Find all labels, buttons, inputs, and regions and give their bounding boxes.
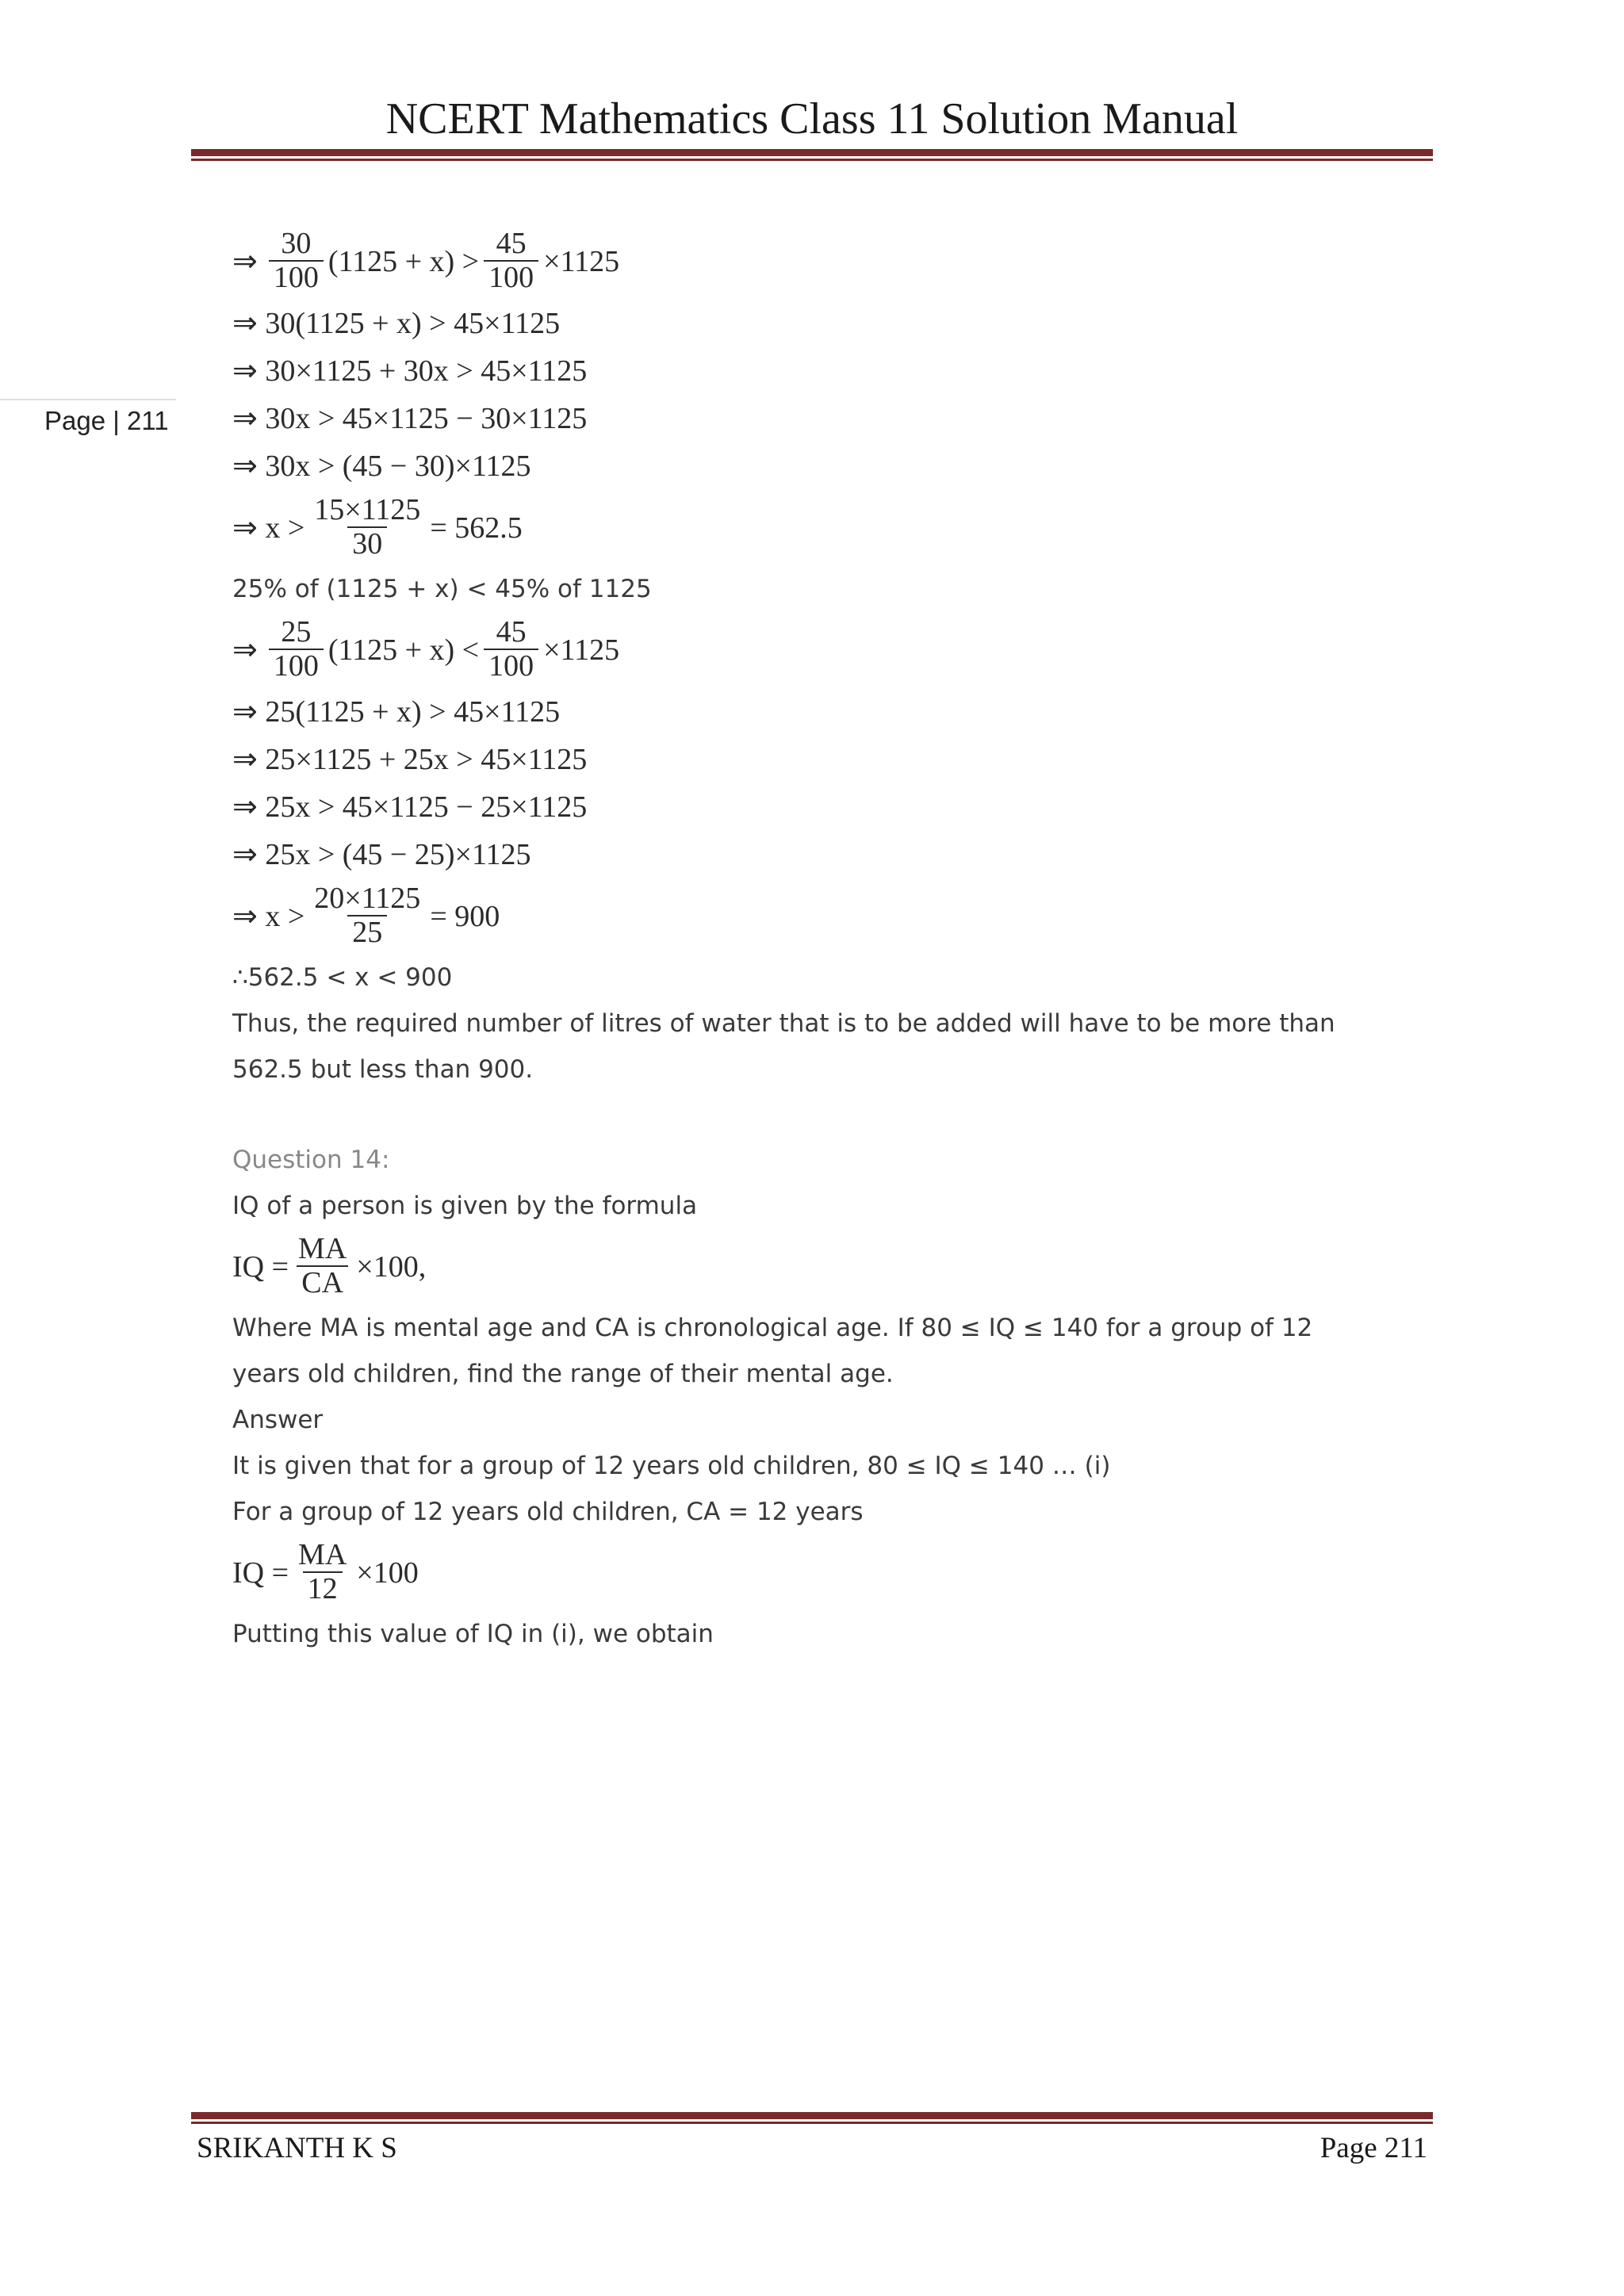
question-intro: IQ of a person is given by the formula xyxy=(232,1192,698,1220)
equation-line: ⇒ 30x > 45×1125 − 30×1125 xyxy=(232,402,588,435)
question-description-2: years old children, find the range of their mental age. xyxy=(232,1360,894,1388)
iq-formula: IQ = $\frac{MA}{CA}$ ×100, xyxy=(232,1232,427,1300)
footer-page-number: Page 211 xyxy=(1320,2132,1427,2164)
page-header-title: NCERT Mathematics Class 11 Solution Manual xyxy=(385,94,1239,144)
question-heading: Question 14: xyxy=(232,1146,390,1174)
fraction: $\frac{15\times 1125}{30}$ xyxy=(314,493,421,561)
equation-line: ⇒ $\frac{30}{100}$ (1125 + x) > $\frac{45}{100}$ ×1125 xyxy=(232,227,620,295)
equation-line: ⇒ 25(1125 + x) > 45×1125 xyxy=(232,695,561,729)
conclusion-line-1: Thus, the required number of litres of water that is to be added will have to be more than xyxy=(232,1009,1335,1038)
conclusion-line-2: 562.5 but less than 900. xyxy=(232,1055,534,1084)
iq-formula-2: IQ = $\frac{MA}{12}$ ×100 xyxy=(232,1538,419,1606)
fraction: $\frac{20\times 1125}{25}$ xyxy=(314,882,421,950)
answer-ca: For a group of 12 years old children, CA = 12 years xyxy=(232,1498,864,1526)
answer-putting: Putting this value of IQ in (i), we obtain xyxy=(232,1620,714,1648)
equation-line: ⇒ 30×1125 + 30x > 45×1125 xyxy=(232,354,588,388)
answer-label: Answer xyxy=(232,1406,324,1434)
text-25-percent: 25% of (1125 + x) < 45% of 1125 xyxy=(232,575,652,603)
fraction: $\frac{45}{100}$ xyxy=(484,228,538,295)
equation-line: ⇒ x > $\frac{20\times 1125}{25}$ = 900 xyxy=(232,882,500,950)
equation-block-30 xyxy=(232,224,1430,566)
fraction: $\frac{MA}{CA}$ xyxy=(298,1232,347,1300)
equation-line: ⇒ $\frac{25}{100}$ (1125 + x) < $\frac{45}{100}$ ×1125 xyxy=(232,615,620,683)
fraction: $\frac{25}{100}$ xyxy=(269,617,324,683)
answer-given: It is given that for a group of 12 years old children, 80 ≤ IQ ≤ 140 … (i) xyxy=(232,1452,1111,1480)
side-page-number: Page | 211 xyxy=(44,406,169,435)
equation-line: ⇒ x > $\frac{15\times 1125}{30}$ = 562.5 xyxy=(232,493,523,561)
question-description-1: Where MA is mental age and CA is chronological age. If 80 ≤ IQ ≤ 140 for a group of 12 xyxy=(232,1314,1313,1342)
header-rule xyxy=(191,149,1433,161)
equation-line: ⇒ 25x > 45×1125 − 25×1125 xyxy=(232,790,588,824)
equation-line: ⇒ 30x > (45 − 30)×1125 xyxy=(232,450,531,483)
fraction: $\frac{45}{100}$ xyxy=(484,617,538,683)
equation-line: ⇒ 25×1125 + 25x > 45×1125 xyxy=(232,743,588,776)
equation-line: ⇒ 30(1125 + x) > 45×1125 xyxy=(232,307,561,340)
side-divider xyxy=(0,399,176,400)
equation-line: ⇒ 25x > (45 − 25)×1125 xyxy=(232,838,531,871)
footer-author: SRIKANTH K S xyxy=(197,2132,397,2164)
fraction: $\frac{MA}{12}$ xyxy=(298,1538,347,1606)
range-result: ∴562.5 < x < 900 xyxy=(232,963,453,992)
fraction: $\frac{30}{100}$ xyxy=(269,228,324,295)
footer-rule xyxy=(191,2112,1433,2124)
equation-block-25 xyxy=(232,612,1430,955)
page-content xyxy=(232,224,1430,1657)
